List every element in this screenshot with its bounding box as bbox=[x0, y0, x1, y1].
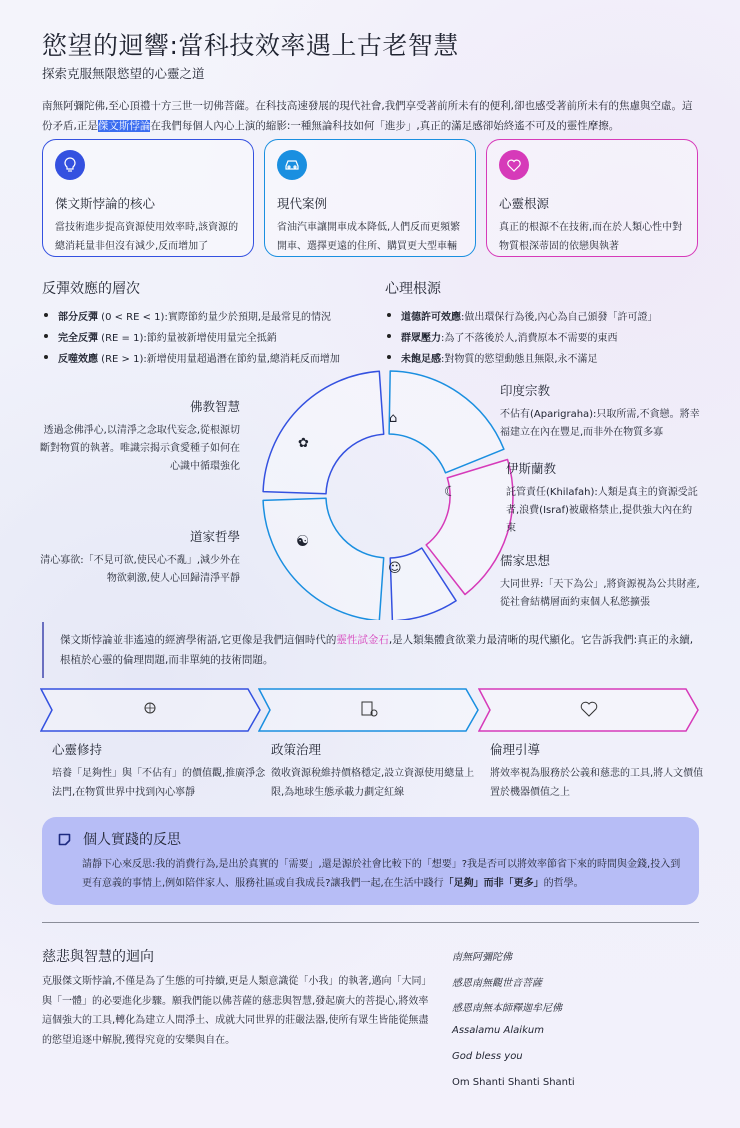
card-modern-case bbox=[264, 139, 476, 257]
card-spiritual-root bbox=[486, 139, 698, 257]
page-subtitle: 探索克服無限慾望的心靈之道 bbox=[42, 66, 205, 81]
card-text: 真正的根源不在技術,而在於人類心性中對物質根深蒂固的依戀與執著 bbox=[499, 222, 683, 252]
block-title: 伊斯蘭教 bbox=[506, 461, 557, 476]
segment-buddhism bbox=[263, 371, 384, 494]
segment-taoism bbox=[263, 498, 384, 620]
key-quote: 傑文斯悖論並非遙遠的經濟學術語,它更像是我們這個時代的靈性試金石,是人類集體貪欲業力最清晰的現代顯化。它告訴我們:真正的永續,根植於心靈的倫理問題,而非單純的技術問題。 bbox=[42, 622, 702, 678]
psych-heading: 心理根源 bbox=[385, 281, 441, 297]
divider bbox=[42, 922, 699, 923]
card-jevons-core bbox=[42, 139, 254, 257]
blessing: God bless you bbox=[452, 1051, 523, 1062]
card-title: 傑文斯悖論的核心 bbox=[55, 196, 156, 211]
taoism-block bbox=[40, 528, 240, 588]
step-text: 培養「足夠性」與「不佔有」的價值觀,推廣淨念法門,在物質世界中找到內心寧靜 bbox=[52, 768, 266, 798]
blessing: 南無阿彌陀佛 bbox=[452, 952, 512, 963]
islam-block bbox=[506, 460, 700, 538]
block-title: 佛教智慧 bbox=[189, 399, 240, 414]
block-text: 不佔有(Aparigraha):只取所需,不貪戀。將幸福建立在內在豐足,而非外在物質多寡 bbox=[500, 409, 700, 438]
blessing: 感恩南無本師釋迦牟尼佛 bbox=[452, 1003, 562, 1014]
card-title: 心靈根源 bbox=[499, 196, 550, 211]
reflection-heading bbox=[58, 829, 683, 849]
moon-icon: ☾ bbox=[444, 484, 457, 500]
list-item: 部分反彈 (0 < RE < 1):實際節約量少於預期,是最常見的情況 bbox=[42, 308, 340, 329]
scholar-icon: ☺ bbox=[388, 561, 402, 576]
rebound-list bbox=[42, 308, 340, 371]
block-title: 儒家思想 bbox=[500, 553, 551, 568]
reflection-title: 個人實踐的反思 bbox=[83, 832, 181, 848]
blessing: Assalamu Alaikum bbox=[452, 1025, 544, 1036]
step-title: 政策治理 bbox=[271, 742, 322, 757]
card-text: 當技術進步提高資源使用效率時,該資源的總消耗量非但沒有減少,反而增加了 bbox=[55, 222, 239, 252]
step-text: 將效率視為服務於公義和慈悲的工具,將人文價值置於機器價值之上 bbox=[490, 768, 704, 798]
lantern-icon: ⌂ bbox=[389, 411, 398, 426]
segment-hinduism bbox=[389, 371, 504, 473]
reflection-text: 請靜下心來反思:我的消費行為,是出於真實的「需要」,還是源於社會比較下的「想要」?我是否可以將效率節省下來的時間與金錢,投入到更有意義的事情上,例如陪伴家人、服務社區或自我成長?讓我們一起,在生活中踐行「足夠」而非「更多」的哲學。 bbox=[82, 859, 681, 889]
blessing: 感恩南無觀世音菩薩 bbox=[452, 978, 542, 989]
step-title: 心靈修持 bbox=[52, 742, 103, 757]
rebound-heading: 反彈效應的層次 bbox=[42, 281, 140, 297]
hinduism-block bbox=[500, 382, 700, 442]
psych-list bbox=[385, 308, 658, 371]
step-text: 徵收資源稅維持價格穩定,設立資源使用總量上限,為地球生態承載力劃定紅線 bbox=[271, 768, 475, 798]
car-icon bbox=[277, 150, 307, 180]
step-chevron-policy bbox=[258, 688, 480, 732]
list-item: 反噬效應 (RE > 1):新增使用量超過潛在節約量,總消耗反而增加 bbox=[42, 350, 340, 371]
list-item: 群眾壓力:為了不落後於人,消費原本不需要的東西 bbox=[385, 329, 658, 350]
intro-text: 南無阿彌陀佛,至心頂禮十方三世一切佛菩薩。在科技高速發展的現代社會,我們享受著前所未有的便利,卻也感受著前所未有的焦慮與空虛。這份矛盾,正是 bbox=[42, 100, 693, 132]
buddhism-icon: ✿ bbox=[298, 436, 309, 451]
step-ethics bbox=[490, 740, 705, 802]
reflection-box bbox=[42, 817, 699, 905]
step-policy bbox=[271, 740, 486, 802]
card-text: 省油汽車讓開車成本降低,人們反而更頻繁開車、選擇更遠的住所、購買更大型車輛 bbox=[277, 222, 461, 252]
page-title: 慾望的迴響:當科技效率遇上古老智慧 bbox=[42, 31, 459, 60]
step-chevron-mind bbox=[40, 688, 262, 732]
blessing: Om Shanti Shanti Shanti bbox=[452, 1077, 575, 1088]
list-item: 完全反彈 (RE = 1):節約量被新增使用量完全抵銷 bbox=[42, 329, 340, 350]
confucianism-block bbox=[500, 552, 700, 612]
block-text: 託管責任(Khilafah):人類是真主的資源受託者,浪費(Israf)被嚴格禁止,提供強大內在約束 bbox=[506, 487, 698, 534]
traditions-wheel bbox=[240, 370, 530, 620]
intro-text: 在我們每個人內心上演的縮影:一種無論科技如何「進步」,真正的滿足感卻始終遙不可及的靈性摩擦。 bbox=[150, 120, 620, 132]
block-text: 清心寡欲:「不見可欲,使民心不亂」,減少外在物欲刺激,使人心回歸清淨平靜 bbox=[40, 555, 240, 584]
step-mind bbox=[52, 740, 267, 802]
note-icon bbox=[58, 833, 71, 846]
yin-yang-icon: ☯ bbox=[296, 532, 310, 550]
intro-paragraph bbox=[42, 96, 702, 136]
step-title: 倫理引導 bbox=[490, 742, 541, 757]
lightbulb-icon bbox=[55, 150, 85, 180]
block-title: 道家哲學 bbox=[189, 529, 240, 544]
buddhism-block bbox=[40, 398, 240, 476]
closing-heading: 慈悲與智慧的迴向 bbox=[42, 949, 154, 965]
highlighted-term: 傑文斯悖論 bbox=[97, 120, 151, 132]
closing-text: 克服傑文斯悖論,不僅是為了生態的可持續,更是人類意識從「小我」的執著,邁向「大同」與「一體」的必要進化步驟。願我們能以佛菩薩的慈悲與智慧,發起廣大的菩提心,將效率這個強大的工具,轉化為建立人間淨土、成就大同世界的莊嚴法器,使所有眾生皆能從無盡的慾望追逐中解脫,獲得究竟的安樂與自在。 bbox=[42, 976, 432, 1046]
card-title: 現代案例 bbox=[277, 196, 328, 211]
list-item: 未飽足感:對物質的慾望動態且無限,永不滿足 bbox=[385, 350, 658, 371]
step-chevron-ethics bbox=[478, 688, 700, 732]
block-text: 透過念佛淨心,以清淨之念取代妄念,從根源切斷對物質的執著。唯識宗揭示貪愛種子如何在心識中循環強化 bbox=[40, 425, 240, 472]
list-item: 道德許可效應:做出環保行為後,內心為自己頒發「許可證」 bbox=[385, 308, 658, 329]
heart-icon bbox=[499, 150, 529, 180]
block-text: 大同世界:「天下為公」,將資源視為公共財產,從社會結構層面約束個人私慾擴張 bbox=[500, 579, 700, 608]
block-title: 印度宗教 bbox=[500, 383, 551, 398]
